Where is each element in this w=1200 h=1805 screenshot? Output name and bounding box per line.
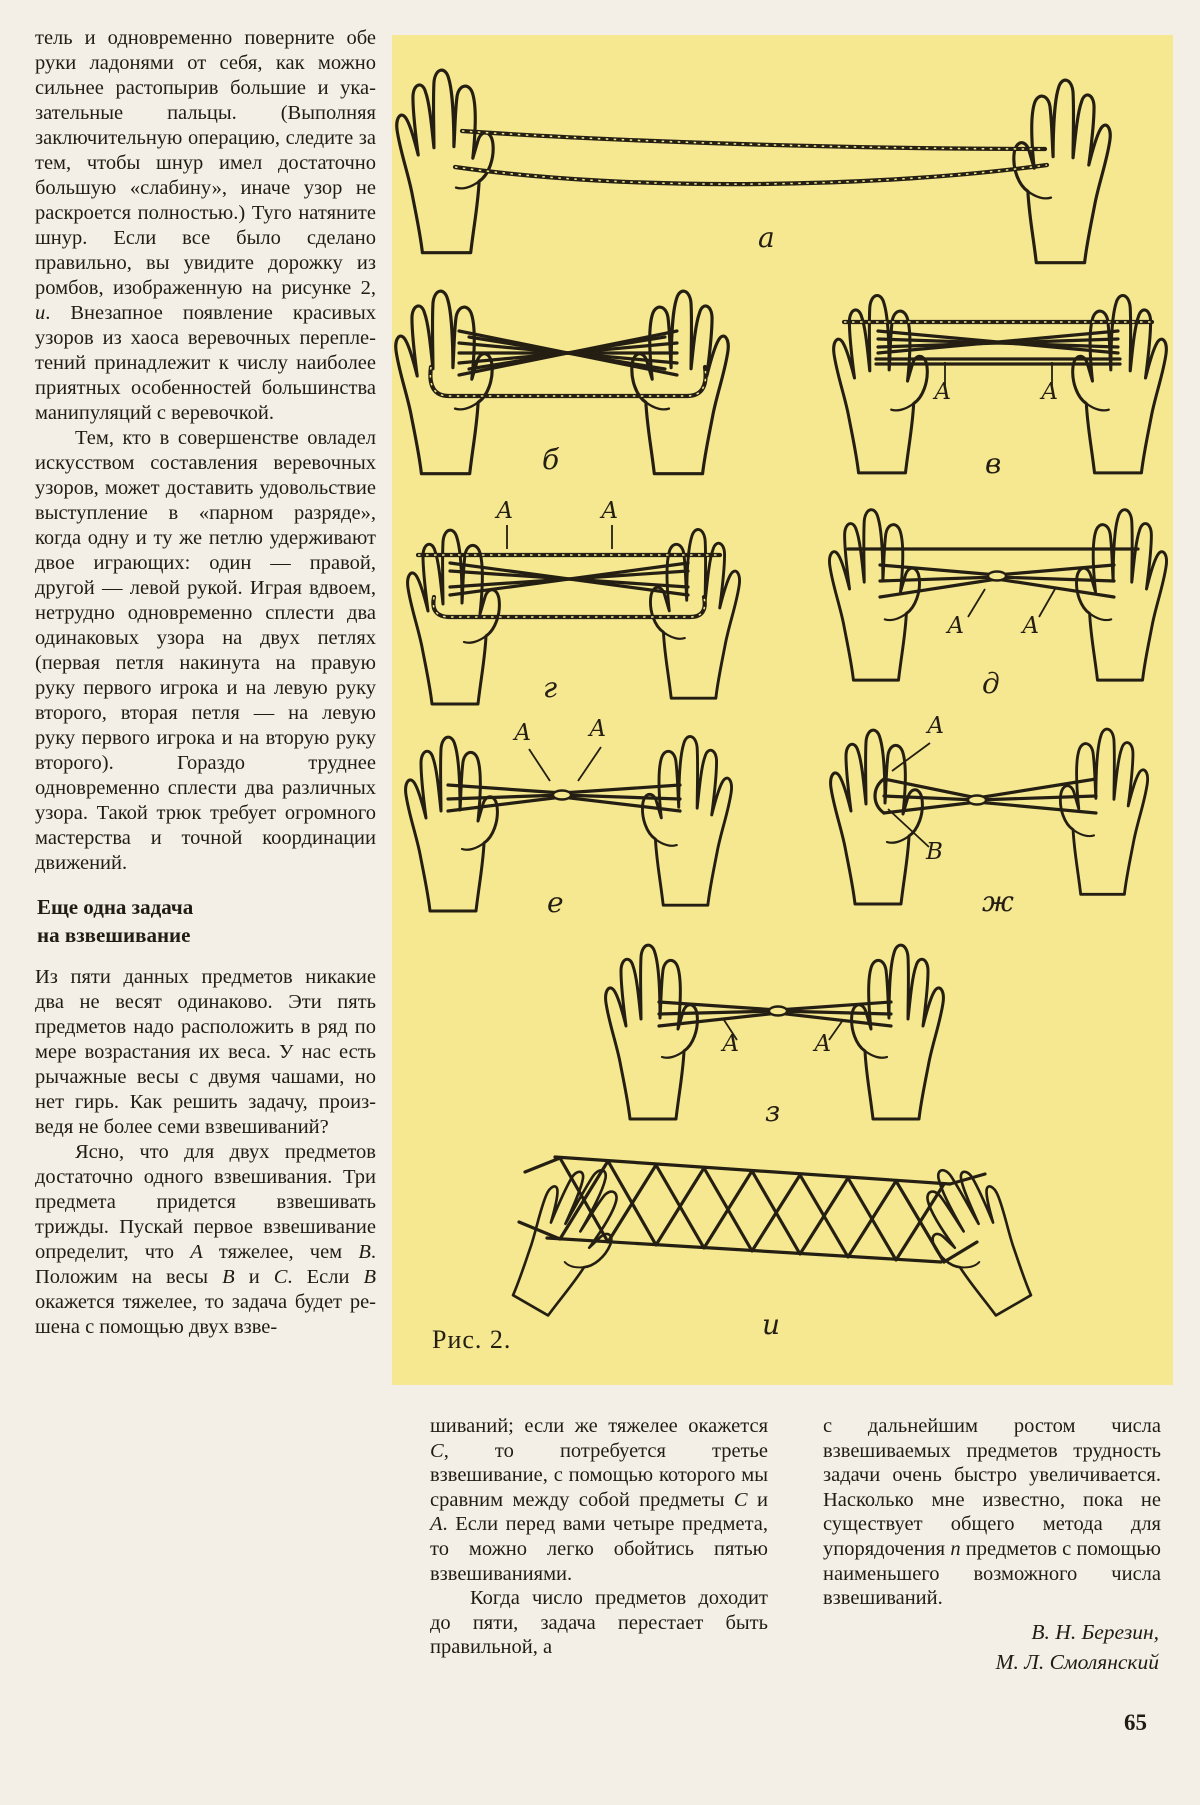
figure-label-e: е xyxy=(547,886,564,919)
figure-a-string-loop xyxy=(397,45,1109,263)
figure-b-string-web xyxy=(397,263,739,507)
annotation-letter: А xyxy=(947,613,965,639)
annotation-letter: В xyxy=(926,839,943,865)
annotation-letter: А xyxy=(934,379,952,405)
author-name: М. Л. Смолянский xyxy=(995,1649,1159,1674)
paragraph: с дальнейшим ростом числа взвешиваемых предметов трудность задачи очень быстро увеличивается. Насколько мне известно, пока не существует общего метода для упорядочения n предметов с помощью наименьшего возможного числа взвешиваний. xyxy=(823,1415,1161,1610)
heading-line: на взвешивание xyxy=(37,923,191,947)
left-column xyxy=(35,26,376,1340)
author-name: В. Н. Березин, xyxy=(1031,1619,1159,1644)
annotation-letter: А xyxy=(496,498,514,524)
figure-label-d: д xyxy=(982,667,1000,700)
figure-label-i: и xyxy=(762,1308,781,1341)
bottom-middle-column xyxy=(430,1414,768,1660)
figure-label-g: г xyxy=(543,671,558,704)
figure-label-a: а xyxy=(758,221,775,254)
bottom-right-column xyxy=(823,1414,1161,1677)
paragraph: шиваний; если же тяжелее окажется С, то потребуется третье взвешивание, с помощью которого мы сравним между собой предметы С и А. Если перед вами четыре предмета, то можно легко обойтись пятью взвешиваниями. xyxy=(430,1415,768,1585)
annotation-letter: А xyxy=(1041,379,1059,405)
figure-label-z: з xyxy=(765,1095,781,1128)
figure-z-string-twist xyxy=(597,920,951,1120)
paragraph: тель и одновременно поверните обе руки ладонями от себя, как можно сильнее растопырив большие и указательные пальцы. (Выполняя заключительную операцию, следите за тем, чтобы шнур имел достаточно большую «слабину», иначе узор не раскроется полностью.) Туго натяните шнур. Если все было сделано правильно, вы увидите дорожку из ромбов, изображенную на рисунке 2, и. Внезапное появление красивых узоров из хаоса веревочных переплетений принадлежит к числу наиболее приятных особенностей большинства манипуляций с веревочкой. xyxy=(35,27,376,424)
author-signature xyxy=(823,1617,1161,1677)
figure-caption: Рис. 2. xyxy=(432,1325,512,1354)
annotation-letter: А xyxy=(927,713,945,739)
paragraph: Ясно, что для двух предметов достаточно одного взвешивания. Три предмета придется взвешивать трижды. Пускай первое взвешивание определит, что А тяжелее, чем В. Положим на весы В и С. Если В окажется тяжелее, то задача будет решена с помощью двух взве- xyxy=(35,1141,376,1338)
annotation-letter: А xyxy=(722,1031,740,1057)
annotation-letter: А xyxy=(514,720,532,746)
annotation-letter: А xyxy=(601,498,619,524)
paragraph: Тем, кто в совершенстве овладел искусством составления веревочных узоров, может доставить удовольствие выступление в «парном разряде», когда одну и ту же петлю удерживают двое играющих: один — правой, другой — левой рукой. Играя вдвоем, нетрудно одновременно сплести два одинаковых узора на двух петлях (первая петля накинута на правую руку первого игрока и на левую руку второго, вторая петля — на левую руку первого игрока и на вторую руку второго). Гораздо труднее одновременно сплести два различных узора. Такой трюк требует огромного мастерства и точной координации движений. xyxy=(35,427,376,874)
page-number: 65 xyxy=(1124,1710,1147,1735)
section-heading xyxy=(37,893,376,949)
annotation-letter: А xyxy=(1022,613,1040,639)
figure-zh-string-knot xyxy=(828,703,1162,915)
figure-i-diamond-net xyxy=(417,1110,1112,1340)
paragraph: Из пяти данных предметов никакие два не весят одинаково. Эти пять предметов надо расположить в ряд по мере возрастания их веса. У нас есть рычажные весы с двумя чашами, но нет гирь. Как решить задачу, произведя не более семи взвешиваний? xyxy=(35,966,376,1138)
figure-plate xyxy=(392,35,1173,1385)
figure-d-string-knot xyxy=(828,487,1168,695)
figure-label-zh: ж xyxy=(982,885,1014,918)
figure-label-b: б xyxy=(542,443,560,476)
figure-e-string-knot xyxy=(398,707,732,915)
figure-label-v: в xyxy=(985,447,1002,480)
heading-line: Еще одна задача xyxy=(37,895,194,919)
annotation-letter: А xyxy=(589,716,607,742)
figure-g-string-cross xyxy=(398,497,740,702)
paragraph: Когда число предметов доходит до пяти, задача перестает быть правильной, а xyxy=(430,1587,768,1659)
annotation-letter: А xyxy=(814,1031,832,1057)
